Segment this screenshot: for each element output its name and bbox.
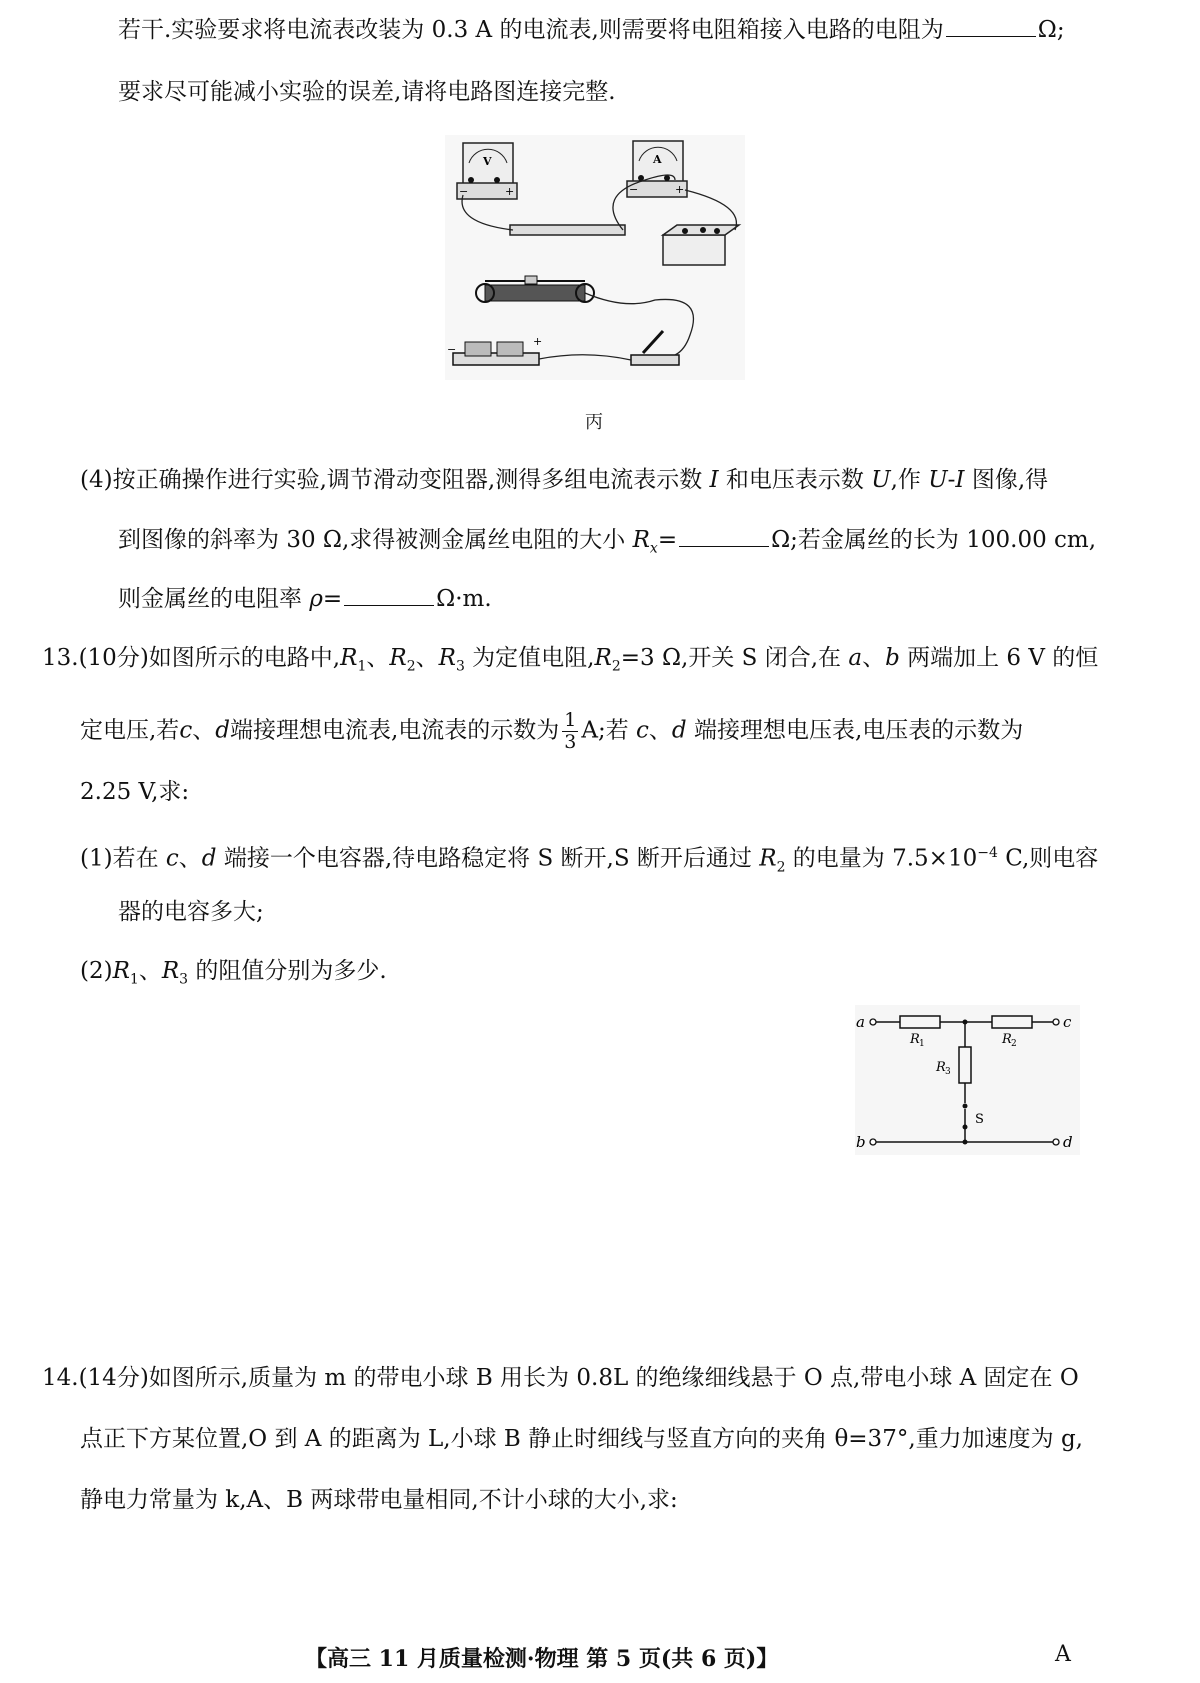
q13-part1-line-1: (1)若在 c、d 端接一个电容器,待电路稳定将 S 断开,S 断开后通过 $R_2$ 的电量为 $7.5\times 10^{-4}$ C,则电容 <box>80 845 1099 876</box>
q12-part4-line-3: 则金属丝的电阻率 ρ= Ω·m. <box>118 583 492 615</box>
svg-text:3: 3 <box>945 1067 951 1077</box>
svg-text:−: − <box>629 183 639 196</box>
q13-part1-line-2: 器的电容多大; <box>118 899 264 925</box>
answer-blank[interactable] <box>344 583 434 606</box>
ammeter-icon <box>627 141 687 197</box>
q14-line-3: 静电力常量为 k,A、B 两球带电量相同,不计小球的大小,求: <box>80 1487 678 1513</box>
q12-line-1: 若干.实验要求将电流表改装为 0.3 A 的电流表,则需要将电阻箱接入电路的电阻为 Ω; <box>118 14 1065 46</box>
svg-text:−: − <box>447 343 457 356</box>
svg-text:S: S <box>975 1112 984 1127</box>
q12-line-2: 要求尽可能减小实验的误差,请将电路图连接完整. <box>118 79 616 105</box>
q13-part2-line: $(2)R_1$、$R_3$ 的阻值分别为多少. <box>80 958 387 988</box>
svg-text:A: A <box>653 153 662 166</box>
answer-blank[interactable] <box>946 14 1036 37</box>
answer-blank[interactable] <box>679 524 769 547</box>
svg-text:+: + <box>505 185 515 198</box>
q13-line-1: 13.(10分)如图所示的电路中$,R_1$、$R_2$、$R_3$ 为定值电阻$,R_2=3$ Ω,开关 S 闭合,在 a、b 两端加上 6 V 的恒 <box>42 645 1099 675</box>
svg-text:b: b <box>856 1133 866 1151</box>
q12-part4-line-2: 到图像的斜率为 30 Ω,求得被测金属丝电阻的大小 $R_x= \Omega$;若金属丝的长为 100.00 cm, <box>118 524 1096 565</box>
svg-text:R: R <box>910 1032 920 1047</box>
q13-line-2: 定电压,若c、d端接理想电流表,电流表的示数为 $\frac{1}{3}$ A;若 c、d 端接理想电压表,电压表的示数为 <box>80 709 1024 753</box>
svg-text:R: R <box>936 1060 946 1075</box>
q13-line-3: 2.25 V,求: <box>80 779 190 805</box>
svg-text:d: d <box>1063 1133 1073 1151</box>
svg-text:c: c <box>1063 1013 1072 1031</box>
svg-text:a: a <box>856 1013 865 1031</box>
svg-text:1: 1 <box>919 1039 925 1049</box>
svg-text:V: V <box>483 155 492 168</box>
experiment-apparatus-figure <box>445 135 745 380</box>
q14-line-2: 点正下方某位置,O 到 A 的距离为 L,小球 B 静止时细线与竖直方向的夹角 θ=37°,重力加速度为 g, <box>80 1426 1083 1452</box>
svg-text:2: 2 <box>1011 1039 1017 1049</box>
q14-line-1: 14.(14分)如图所示,质量为 m 的带电小球 B 用长为 0.8L 的绝缘细线悬于 O 点,带电小球 A 固定在 O <box>42 1365 1079 1391</box>
svg-text:R: R <box>1002 1032 1012 1047</box>
figure-caption: 丙 <box>585 412 603 433</box>
metal-wire-board <box>510 225 625 235</box>
page-footer: 【高三 11 月质量检测·物理 第 5 页(共 6 页)】 <box>305 1646 779 1672</box>
fraction: $\frac{1}{3}$ <box>564 709 577 753</box>
voltmeter-icon <box>457 143 517 199</box>
svg-text:+: + <box>675 183 685 196</box>
paper-version: A <box>1055 1642 1071 1667</box>
svg-text:−: − <box>459 185 469 198</box>
q12-part4-line-1: (4)按正确操作进行实验,调节滑动变阻器,测得多组电流表示数 I 和电压表示数 U,作 U-I 图像,得 <box>80 467 1049 493</box>
q13-circuit-diagram <box>850 1005 1085 1155</box>
svg-text:+: + <box>533 335 543 348</box>
